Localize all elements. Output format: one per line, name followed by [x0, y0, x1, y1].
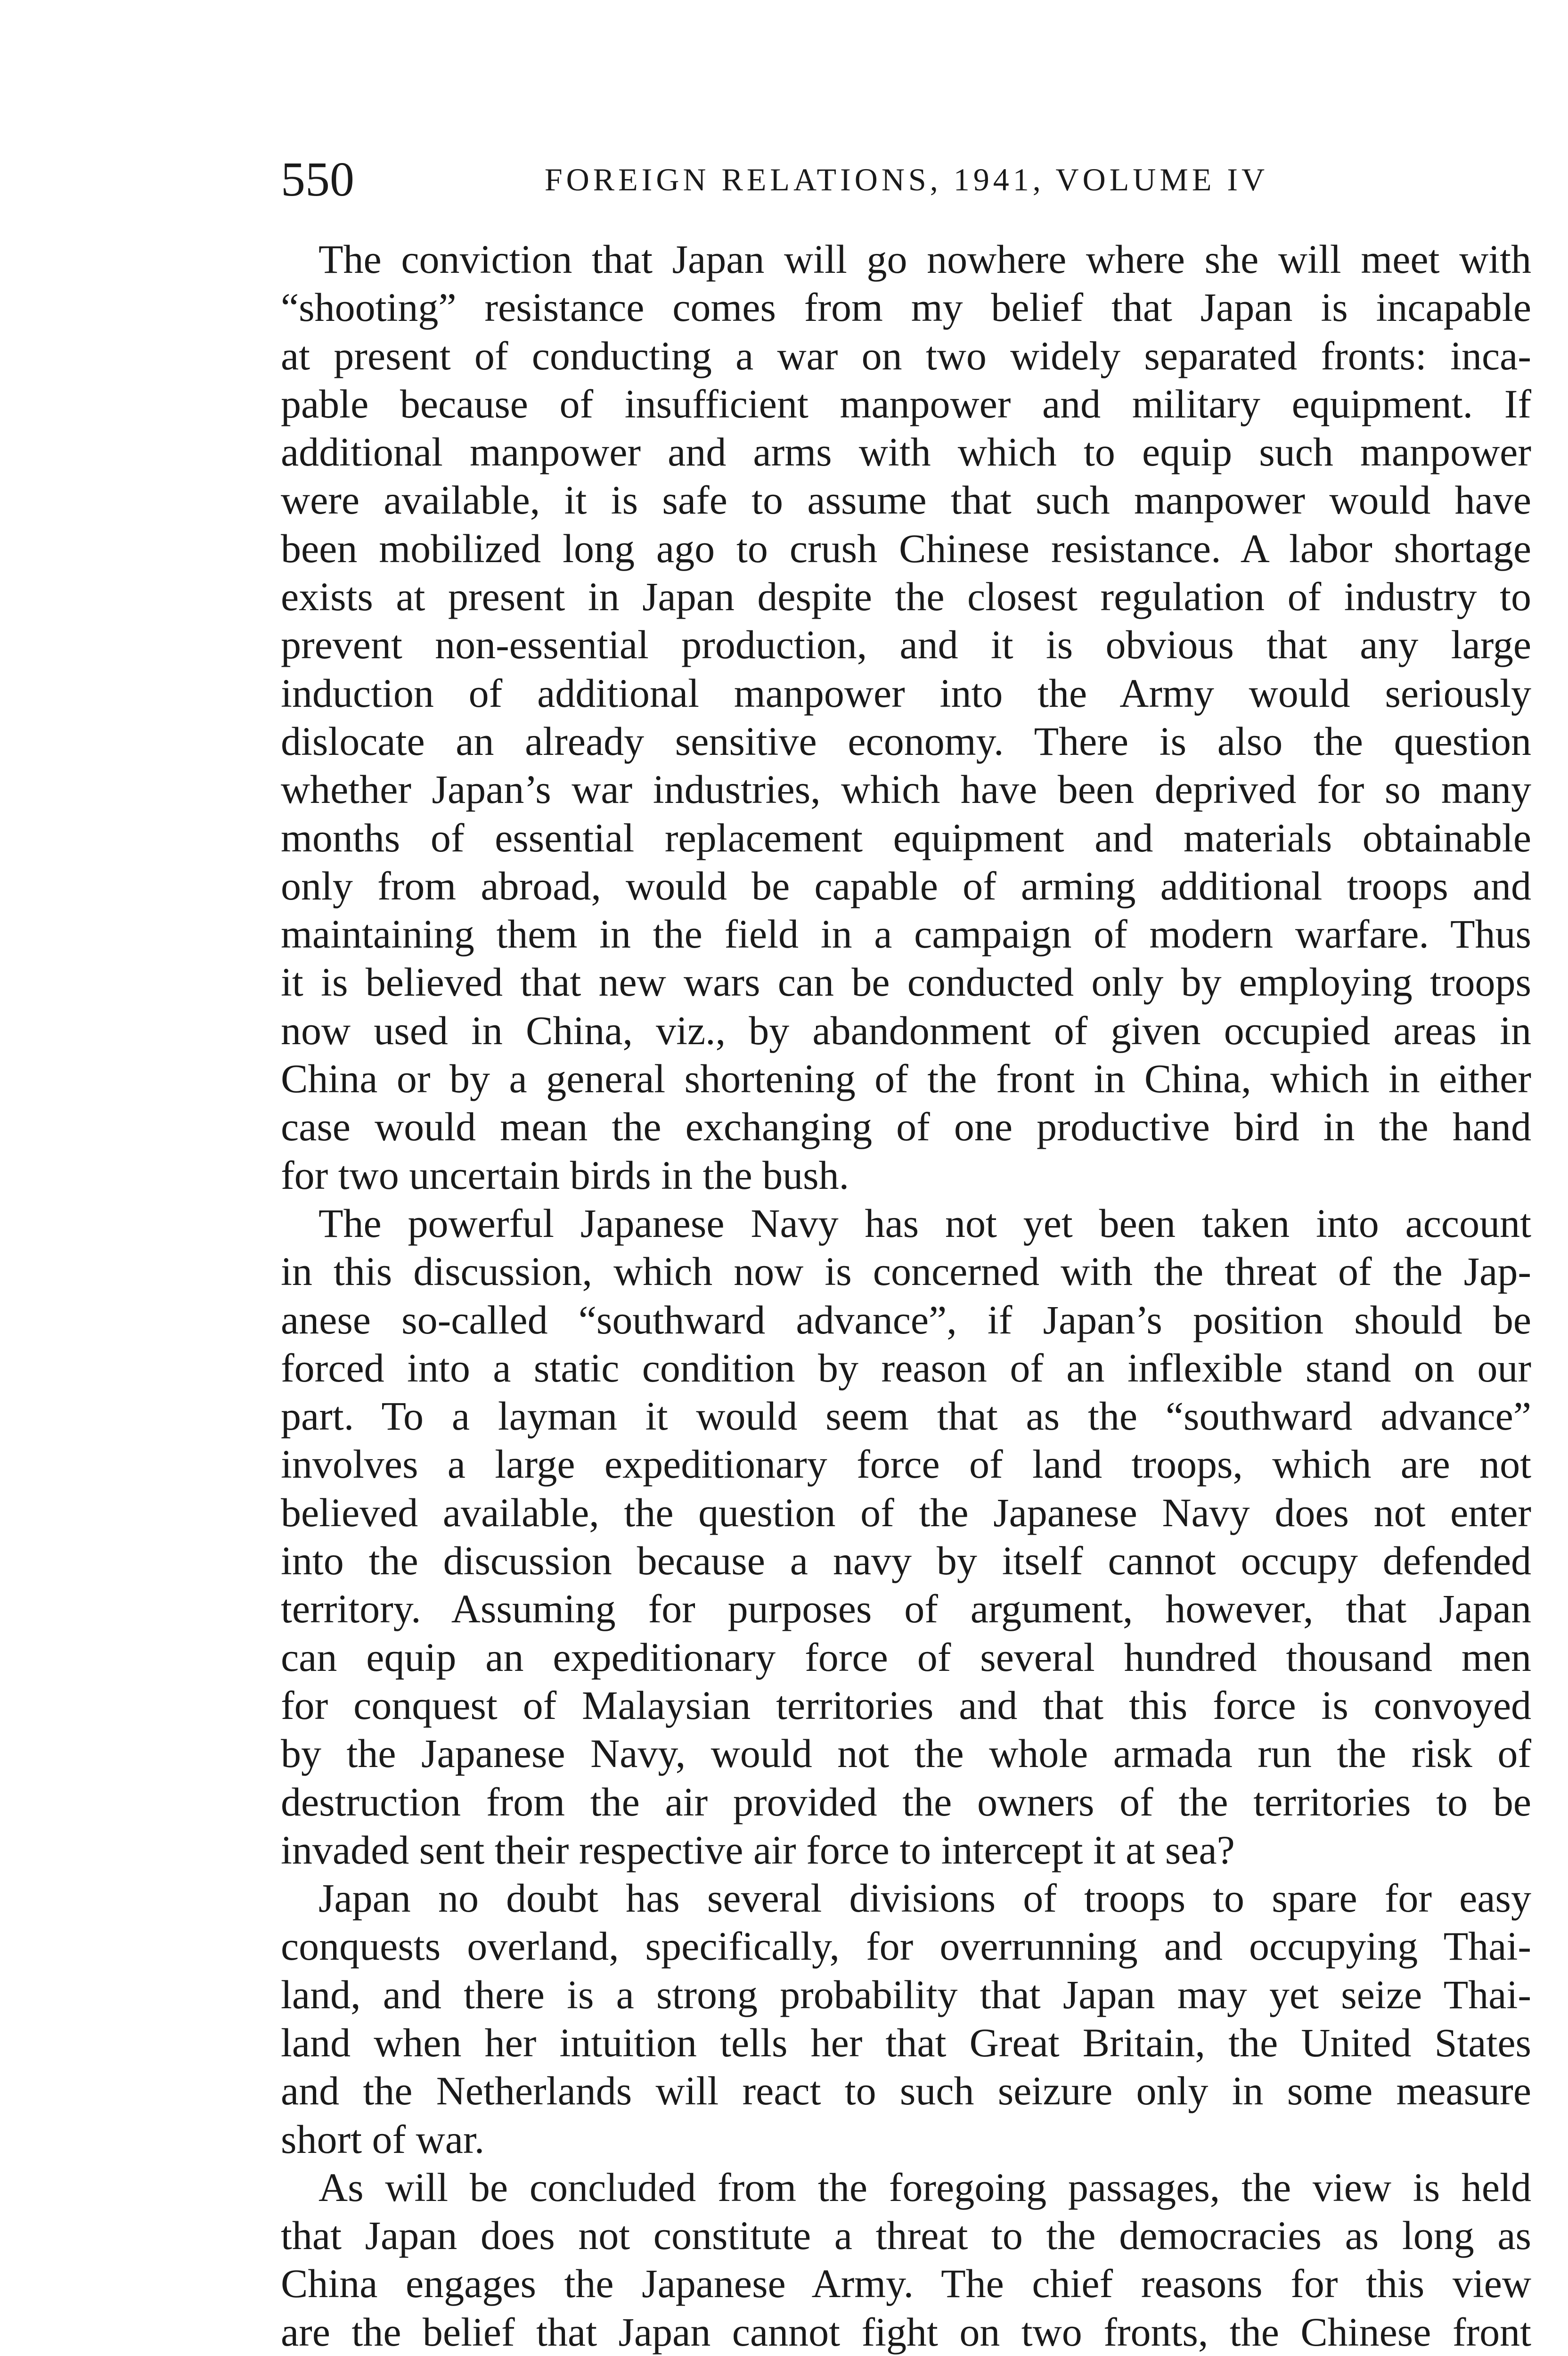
text-line: land, and there is a strong probability that Japan may yet seize Thai-	[281, 1972, 1531, 2017]
text-line: induction of additional manpower into the Army would seriously	[281, 670, 1531, 716]
text-line: involves a large expeditionary force of land troops, which are not	[281, 1441, 1531, 1487]
paragraph	[281, 1199, 1531, 1874]
text-line: by the Japanese Navy, would not the whole armada run the risk of	[281, 1731, 1531, 1776]
text-line: As will be concluded from the foregoing passages, the view is held	[318, 2164, 1531, 2210]
text-line: in this discussion, which now is concerned with the threat of the Jap-	[281, 1249, 1531, 1294]
text-line: China or by a general shortening of the front in China, which in either	[281, 1056, 1531, 1102]
running-title: FOREIGN RELATIONS, 1941, VOLUME IV	[544, 162, 1269, 197]
text-line: forced into a static condition by reason of an inflexible stand on our	[281, 1345, 1531, 1391]
text-line: maintaining them in the field in a campaign of modern warfare. Thus	[281, 911, 1531, 957]
text-line: Japan no doubt has several divisions of troops to spare for easy	[318, 1875, 1531, 1921]
text-line: were available, it is safe to assume that such manpower would have	[281, 477, 1531, 523]
paragraph	[281, 235, 1531, 1199]
text-line: conquests overland, specifically, for overrunning and occupying Thai-	[281, 1923, 1531, 1969]
text-line: that Japan does not constitute a threat to the democracies as long as	[281, 2213, 1531, 2258]
text-line: and the Netherlands will react to such seizure only in some measure	[281, 2068, 1531, 2114]
text-line: at present of conducting a war on two widely separated fronts: inca-	[281, 333, 1531, 378]
text-line: dislocate an already sensitive economy. There is also the question	[281, 718, 1531, 764]
text-line: pable because of insufficient manpower and military equipment. If	[281, 381, 1531, 426]
text-line: months of essential replacement equipment and materials obtainable	[281, 815, 1531, 860]
text-line: part. To a layman it would seem that as the “southward advance”	[281, 1393, 1531, 1439]
text-line: for conquest of Malaysian territories and that this force is convoyed	[281, 1682, 1531, 1728]
page-number: 550	[281, 152, 354, 206]
text-line: invaded sent their respective air force to intercept it at sea?	[281, 1827, 1235, 1873]
text-line: now used in China, viz., by abandonment of given occupied areas in	[281, 1007, 1531, 1053]
text-line: only from abroad, would be capable of arming additional troops and	[281, 863, 1531, 908]
text-line: The conviction that Japan will go nowhere where she will meet with	[318, 237, 1531, 282]
text-line: short of war.	[281, 2116, 485, 2162]
text-line: whether Japan’s war industries, which have been deprived for so many	[281, 767, 1531, 812]
text-line: additional manpower and arms with which to equip such manpower	[281, 429, 1531, 475]
text-line: case would mean the exchanging of one productive bird in the hand	[281, 1104, 1531, 1150]
text-line: are the belief that Japan cannot fight on two fronts, the Chinese front	[281, 2309, 1531, 2355]
text-line: destruction from the air provided the owners of the territories to be	[281, 1779, 1531, 1824]
text-line: land when her intuition tells her that Great Britain, the United States	[281, 2020, 1531, 2065]
text-line: for two uncertain birds in the bush.	[281, 1152, 849, 1198]
text-line: been mobilized long ago to crush Chinese resistance. A labor shortage	[281, 525, 1531, 571]
text-line: “shooting” resistance comes from my belief that Japan is incapable	[281, 285, 1531, 330]
text-line: anese so-called “southward advance”, if Japan’s position should be	[281, 1297, 1531, 1342]
text-line: The powerful Japanese Navy has not yet been taken into account	[318, 1200, 1531, 1246]
text-line: exists at present in Japan despite the closest regulation of industry to	[281, 574, 1531, 620]
paragraph	[281, 2163, 1531, 2356]
text-line: can equip an expeditionary force of several hundred thousand men	[281, 1634, 1531, 1680]
text-line: territory. Assuming for purposes of argument, however, that Japan	[281, 1586, 1531, 1632]
body-text	[281, 235, 1531, 2356]
text-line: China engages the Japanese Army. The chief reasons for this view	[281, 2261, 1531, 2307]
text-line: prevent non-essential production, and it is obvious that any large	[281, 622, 1531, 668]
text-line: into the discussion because a navy by itself cannot occupy defended	[281, 1538, 1531, 1584]
text-line: it is believed that new wars can be conducted only by employing troops	[281, 959, 1531, 1005]
paragraph	[281, 1874, 1531, 2163]
text-line: believed available, the question of the Japanese Navy does not enter	[281, 1489, 1531, 1535]
